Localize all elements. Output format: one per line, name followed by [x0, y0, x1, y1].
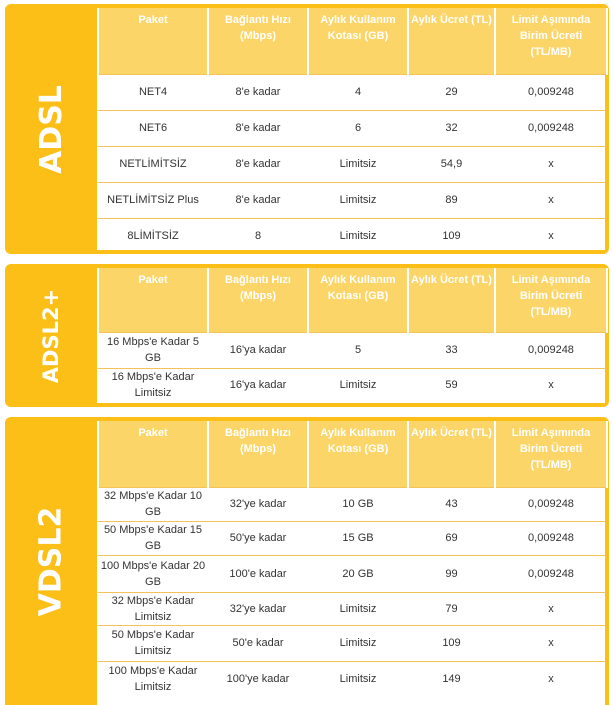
cell-hiz: 50'ye kadar: [208, 521, 308, 555]
header-hiz: Bağlantı Hızı (Mbps): [208, 421, 308, 487]
section-label: [5, 264, 97, 407]
cell-kota: Limitsiz: [308, 182, 408, 218]
table-row: [98, 487, 607, 521]
header-kota: Aylık Kullanım Kotası (GB): [308, 421, 408, 487]
cell-ucret: 33: [408, 332, 495, 368]
cell-kota: 5: [308, 332, 408, 368]
pricing-table-container: [97, 268, 605, 403]
table-row: [98, 110, 607, 146]
header-row: [98, 421, 607, 487]
cell-hiz: 32'ye kadar: [208, 487, 308, 521]
cell-limit: x: [495, 661, 607, 697]
vdsl2-panel: [5, 417, 609, 705]
cell-hiz: 32'ye kadar: [208, 592, 308, 625]
section-title: ADSL2+: [39, 288, 63, 383]
cell-paket: 16 Mbps'e Kadar Limitsiz: [98, 368, 208, 402]
cell-ucret: 149: [408, 661, 495, 697]
cell-hiz: 8'e kadar: [208, 182, 308, 218]
header-ucret: Aylık Ücret (TL): [408, 268, 495, 332]
header-limit: Limit Aşımında Birim Ücreti (TL/MB): [495, 8, 607, 74]
cell-hiz: 8: [208, 218, 308, 253]
cell-limit: 0,009248: [495, 332, 607, 368]
cell-kota: 20 GB: [308, 555, 408, 592]
header-hiz: Bağlantı Hızı (Mbps): [208, 8, 308, 74]
header-limit: Limit Aşımında Birim Ücreti (TL/MB): [495, 421, 607, 487]
header-kota: Aylık Kullanım Kotası (GB): [308, 8, 408, 74]
cell-paket: 32 Mbps'e Kadar 10 GB: [98, 487, 208, 521]
table-row: [98, 146, 607, 182]
cell-limit: x: [495, 592, 607, 625]
cell-paket: 100 Mbps'e Kadar Limitsiz: [98, 661, 208, 697]
cell-paket: NETLİMİTSİZ Plus: [98, 182, 208, 218]
section-title: VDSL2: [33, 506, 69, 616]
cell-ucret: 59: [408, 368, 495, 402]
cell-limit: 0,009248: [495, 487, 607, 521]
section-label: [5, 4, 97, 254]
cell-ucret: 69: [408, 521, 495, 555]
cell-paket: NET6: [98, 110, 208, 146]
cell-kota: 15 GB: [308, 521, 408, 555]
cell-kota: Limitsiz: [308, 661, 408, 697]
table-row: [98, 592, 607, 625]
adsl2plus-panel: [5, 264, 609, 407]
cell-ucret: 54,9: [408, 146, 495, 182]
cell-hiz: 100'ye kadar: [208, 661, 308, 697]
table-row: [98, 661, 607, 697]
cell-hiz: 8'e kadar: [208, 74, 308, 110]
pricing-table-container: [97, 8, 605, 250]
cell-limit: 0,009248: [495, 555, 607, 592]
section-title: ADSL: [33, 84, 69, 174]
table-row: [98, 332, 607, 368]
cell-kota: Limitsiz: [308, 146, 408, 182]
cell-paket: NETLİMİTSİZ: [98, 146, 208, 182]
cell-limit: x: [495, 218, 607, 253]
header-hiz: Bağlantı Hızı (Mbps): [208, 268, 308, 332]
table-row: [98, 218, 607, 253]
adsl-panel: [5, 4, 609, 254]
table-row: [98, 521, 607, 555]
cell-ucret: 29: [408, 74, 495, 110]
table-row: [98, 368, 607, 402]
cell-hiz: 50'e kadar: [208, 625, 308, 661]
table-row: [98, 74, 607, 110]
header-kota: Aylık Kullanım Kotası (GB): [308, 268, 408, 332]
cell-limit: x: [495, 368, 607, 402]
cell-paket: 50 Mbps'e Kadar 15 GB: [98, 521, 208, 555]
header-paket: Paket: [98, 8, 208, 74]
header-row: [98, 8, 607, 74]
cell-paket: 16 Mbps'e Kadar 5 GB: [98, 332, 208, 368]
cell-ucret: 32: [408, 110, 495, 146]
section-label: [5, 417, 97, 705]
cell-kota: 6: [308, 110, 408, 146]
cell-ucret: 109: [408, 218, 495, 253]
cell-paket: 100 Mbps'e Kadar 20 GB: [98, 555, 208, 592]
cell-limit: 0,009248: [495, 521, 607, 555]
cell-kota: 4: [308, 74, 408, 110]
pricing-table-container: [97, 421, 605, 705]
cell-kota: Limitsiz: [308, 625, 408, 661]
cell-paket: 50 Mbps'e Kadar Limitsiz: [98, 625, 208, 661]
cell-kota: Limitsiz: [308, 218, 408, 253]
cell-ucret: 79: [408, 592, 495, 625]
table-row: [98, 555, 607, 592]
cell-limit: x: [495, 625, 607, 661]
cell-hiz: 8'e kadar: [208, 146, 308, 182]
cell-hiz: 16'ya kadar: [208, 368, 308, 402]
cell-hiz: 16'ya kadar: [208, 332, 308, 368]
cell-limit: x: [495, 146, 607, 182]
header-paket: Paket: [98, 421, 208, 487]
cell-kota: Limitsiz: [308, 592, 408, 625]
header-limit: Limit Aşımında Birim Ücreti (TL/MB): [495, 268, 607, 332]
cell-ucret: 89: [408, 182, 495, 218]
pricing-table: [97, 268, 608, 402]
header-row: [98, 268, 607, 332]
cell-kota: 10 GB: [308, 487, 408, 521]
table-row: [98, 625, 607, 661]
cell-limit: x: [495, 182, 607, 218]
cell-hiz: 100'e kadar: [208, 555, 308, 592]
cell-ucret: 43: [408, 487, 495, 521]
cell-limit: 0,009248: [495, 110, 607, 146]
cell-ucret: 109: [408, 625, 495, 661]
header-ucret: Aylık Ücret (TL): [408, 421, 495, 487]
cell-paket: NET4: [98, 74, 208, 110]
pricing-table: [97, 8, 608, 253]
table-row: [98, 182, 607, 218]
cell-paket: 32 Mbps'e Kadar Limitsiz: [98, 592, 208, 625]
cell-hiz: 8'e kadar: [208, 110, 308, 146]
cell-paket: 8LİMİTSİZ: [98, 218, 208, 253]
cell-kota: Limitsiz: [308, 368, 408, 402]
cell-ucret: 99: [408, 555, 495, 592]
pricing-table: [97, 421, 608, 697]
header-ucret: Aylık Ücret (TL): [408, 8, 495, 74]
cell-limit: 0,009248: [495, 74, 607, 110]
header-paket: Paket: [98, 268, 208, 332]
